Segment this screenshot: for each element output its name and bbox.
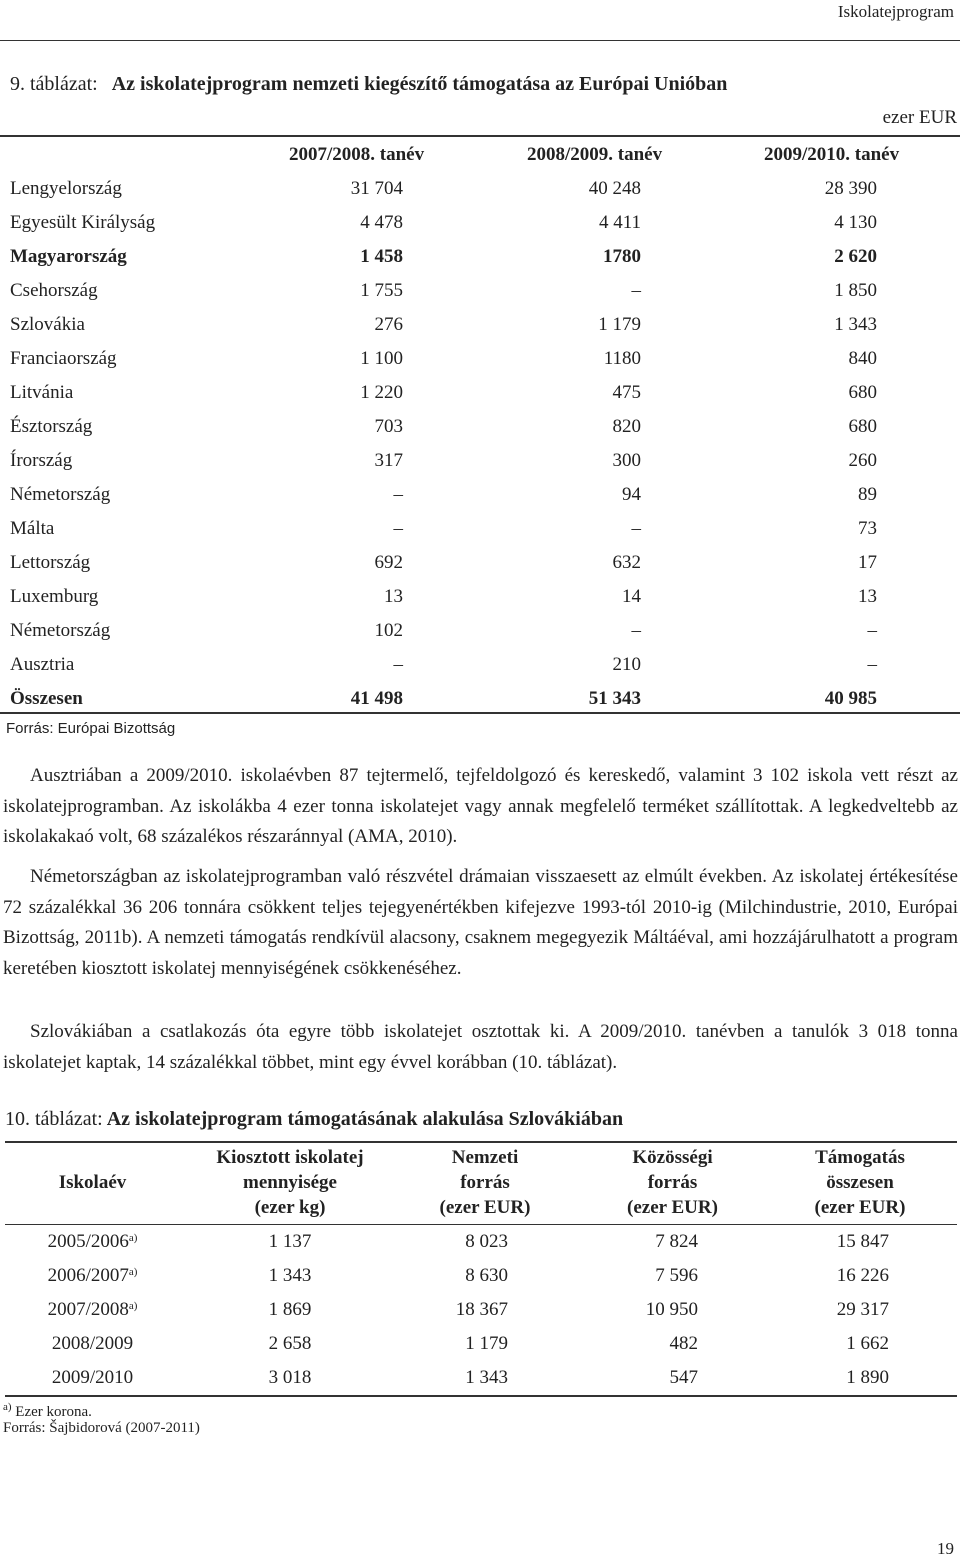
table9-unit: ezer EUR <box>882 107 957 128</box>
header-rule <box>0 40 960 41</box>
table9-cell-2008: 300 <box>612 450 641 471</box>
table10-row <box>0 1333 960 1363</box>
header-national-line3: (ezer EUR) <box>439 1197 531 1218</box>
table9-cell-2007: – <box>393 518 403 539</box>
table10-cell-qty: 1 869 <box>268 1299 312 1320</box>
table10-cell-community: 7 596 <box>655 1265 698 1286</box>
table9-cell-2008: – <box>631 280 641 301</box>
table9-title-text: Az iskolatejprogram nemzeti kiegészítő támogatása az Európai Unióban <box>111 73 728 95</box>
table10-bottom-rule <box>5 1395 957 1397</box>
table10-cell-year <box>20 1265 165 1287</box>
table9-cell-2007: – <box>393 484 403 505</box>
table9-cell-2007: 317 <box>374 450 403 471</box>
paragraph-slovakia-text: Szlovákiában a csatlakozás óta egyre több iskolatejet osztottak ki. A 2009/2010. tanévben a tanulók 3 018 tonna iskolatejet kaptak, 14 százalékkal többet, mint egy évvel korábban (10. táblázat). <box>3 1021 958 1073</box>
table9-cell-2009: 2 620 <box>834 246 877 267</box>
table9-cell-2008: 4 411 <box>598 212 641 233</box>
footnote-ref: a) <box>128 1300 138 1312</box>
table9-row <box>0 552 960 582</box>
table10-title <box>5 1108 623 1131</box>
table9-row <box>0 586 960 616</box>
table9-cell-2009: 40 985 <box>824 688 877 709</box>
table9-cell-2009: 1 343 <box>834 314 877 335</box>
year-text: 2006/2007 <box>47 1265 129 1286</box>
table9-cell-2008: 210 <box>612 654 641 675</box>
table9-cell-2009: 4 130 <box>834 212 877 233</box>
table10-header-rule <box>5 1224 957 1225</box>
table9-cell-2007: 703 <box>374 416 403 437</box>
table9-cell-country: Szlovákia <box>10 314 85 335</box>
table9-col-header-1: 2007/2008. tanév <box>289 144 425 165</box>
table9-cell-country: Franciaország <box>10 348 117 369</box>
header-national-line1: Nemzeti <box>451 1147 519 1168</box>
table10-cell-total: 29 317 <box>836 1299 889 1320</box>
table10-header-community <box>600 1145 745 1220</box>
table10-cell-community: 10 950 <box>645 1299 698 1320</box>
table9-row <box>0 450 960 480</box>
table9-number: 9. táblázat: <box>10 73 98 95</box>
table9-row <box>0 382 960 412</box>
year-text: 2005/2006 <box>47 1231 129 1252</box>
table9-cell-2007: 41 498 <box>350 688 403 709</box>
paragraph-germany-text: Németországban az iskolatejprogramban való részvétel drámaian visszaesett az elmúlt években. Az iskolatej értékesítése 72 százalékkal 36 206 tonnára csökkent teljes tejegyenértékben kifejezve 1993-tól 2010-ig (Milchindustrie, 2010, Európai Bizottság, 2011b). A nemzeti támogatás rendkívül alacsony, csaknem megegyezik Máltáéval, ami hozzájárulhatott a program keretében kiosztott iskolatej mennyiségének csökkenéséhez. <box>3 866 958 979</box>
table9-row <box>0 314 960 344</box>
table9-cell-2009: 260 <box>848 450 877 471</box>
table10-row <box>0 1367 960 1397</box>
table9-cell-2008: 40 248 <box>588 178 641 199</box>
table9-top-rule <box>0 135 960 137</box>
table10-cell-total: 15 847 <box>836 1231 889 1252</box>
paragraph-slovakia <box>3 1017 958 1078</box>
table9-cell-2007: 692 <box>374 552 403 573</box>
table9-cell-2008: 820 <box>612 416 641 437</box>
header-community-line2: forrás <box>647 1172 698 1193</box>
table9-cell-country: Magyarország <box>10 246 127 267</box>
table9-cell-2008: 632 <box>612 552 641 573</box>
table9-cell-2009: 1 850 <box>834 280 877 301</box>
table9-row <box>0 518 960 548</box>
table9-cell-2009: 28 390 <box>824 178 877 199</box>
table10-row <box>0 1299 960 1329</box>
header-qty-line2: mennyisége <box>243 1172 337 1193</box>
table10-cell-community: 482 <box>669 1333 698 1354</box>
paragraph-austria <box>3 761 958 853</box>
page-number: 19 <box>937 1539 954 1558</box>
table10-header-qty <box>195 1145 385 1220</box>
table10-header-year: Iskolaév <box>58 1172 127 1193</box>
table9-row <box>0 280 960 310</box>
header-national-line2: forrás <box>460 1172 510 1193</box>
table9-cell-2009: 73 <box>858 518 877 539</box>
header-total-line2: összesen <box>826 1172 894 1193</box>
table10-row <box>0 1265 960 1295</box>
table9-cell-country: Írország <box>10 450 73 471</box>
header-community-line1: Közösségi <box>632 1147 713 1168</box>
table9-cell-country: Luxemburg <box>10 586 99 607</box>
table9-cell-2009: 680 <box>848 382 877 403</box>
table9-cell-2009: 680 <box>848 416 877 437</box>
table9-row <box>0 654 960 684</box>
header-total-line1: Támogatás <box>815 1147 905 1168</box>
table9-cell-2009: 13 <box>858 586 877 607</box>
table9-cell-2008: 1780 <box>603 246 641 267</box>
table10-cell-year <box>20 1333 165 1355</box>
table9-cell-2009: 840 <box>848 348 877 369</box>
table10-source: Forrás: Šajbidorová (2007-2011) <box>3 1420 200 1436</box>
table10-cell-community: 547 <box>669 1367 698 1388</box>
table9-cell-2008: 1 179 <box>598 314 641 335</box>
table9-cell-2009: – <box>867 620 877 641</box>
table10-cell-qty: 1 137 <box>268 1231 312 1252</box>
paragraph-germany <box>3 862 958 984</box>
table10-title-text: Az iskolatejprogram támogatásának alakulása Szlovákiában <box>106 1108 624 1130</box>
table10-header-total <box>785 1145 935 1220</box>
table10-cell-total: 1 662 <box>846 1333 889 1354</box>
table10-number: 10. táblázat: <box>5 1108 103 1130</box>
table9-cell-country: Észtország <box>10 416 93 437</box>
table9-cell-2007: – <box>393 654 403 675</box>
table9-cell-2007: 31 704 <box>350 178 403 199</box>
table9-title <box>10 73 727 96</box>
table9-cell-2008: – <box>631 518 641 539</box>
table9-cell-country: Lettország <box>10 552 91 573</box>
footnote-text: Ezer korona. <box>15 1404 92 1420</box>
table10-cell-qty: 2 658 <box>268 1333 312 1354</box>
table10-cell-national: 8 630 <box>465 1265 508 1286</box>
table10-cell-qty: 1 343 <box>268 1265 312 1286</box>
header-qty-line3: (ezer kg) <box>254 1197 326 1218</box>
table9-cell-country: Összesen <box>10 688 83 709</box>
table9-cell-2008: 1180 <box>603 348 641 369</box>
table9-cell-2008: 94 <box>622 484 641 505</box>
table10-cell-national: 18 367 <box>455 1299 508 1320</box>
table9-row <box>0 178 960 208</box>
year-text: 2009/2010 <box>51 1367 134 1388</box>
header-total-line3: (ezer EUR) <box>814 1197 906 1218</box>
table9-cell-2008: 51 343 <box>588 688 641 709</box>
table9-cell-country: Málta <box>10 518 55 539</box>
table9-cell-2007: 1 755 <box>360 280 403 301</box>
table9-source: Forrás: Európai Bizottság <box>6 720 176 737</box>
table9-cell-2007: 1 220 <box>360 382 403 403</box>
table9-row <box>0 348 960 378</box>
table10-cell-qty: 3 018 <box>268 1367 312 1388</box>
table10-footnote <box>3 1401 92 1421</box>
table9-col-header-3: 2009/2010. tanév <box>764 144 900 165</box>
table9-cell-country: Németország <box>10 620 111 641</box>
running-header: Iskolatejprogram <box>837 2 954 21</box>
table10-cell-national: 1 179 <box>465 1333 508 1354</box>
table9-col-header-2: 2008/2009. tanév <box>527 144 663 165</box>
table10-row <box>0 1231 960 1261</box>
table9-cell-country: Ausztria <box>10 654 75 675</box>
footnote-ref: a) <box>128 1266 138 1278</box>
year-text: 2007/2008 <box>47 1299 129 1320</box>
table9-row <box>0 212 960 242</box>
table9-cell-country: Litvánia <box>10 382 74 403</box>
table9-cell-country: Egyesült Királyság <box>10 212 156 233</box>
table9-cell-2009: 17 <box>858 552 877 573</box>
table9-cell-2008: – <box>631 620 641 641</box>
table10-cell-national: 1 343 <box>465 1367 508 1388</box>
table9-row <box>0 246 960 276</box>
table10-cell-year <box>20 1367 165 1389</box>
table9-cell-2009: – <box>867 654 877 675</box>
table9-cell-2007: 4 478 <box>360 212 403 233</box>
table10-cell-community: 7 824 <box>655 1231 698 1252</box>
table9-row <box>0 416 960 446</box>
paragraph-austria-text: Ausztriában a 2009/2010. iskolaévben 87 tejtermelő, tejfeldolgozó és kereskedő, valamint 3 102 iskola vett részt az iskolatejprogramban. Az iskolákba 4 ezer tonna iskolatejet vagy annak megfelelő terméket szállítottak. A legkedveltebb az iskolakakaó volt, 68 százalékos részaránnyal (AMA, 2010). <box>3 765 958 848</box>
table10-cell-year <box>20 1231 165 1253</box>
table9-cell-2007: 102 <box>374 620 403 641</box>
table10-cell-year <box>20 1299 165 1321</box>
table10-cell-national: 8 023 <box>465 1231 508 1252</box>
table9-row <box>0 484 960 514</box>
header-qty-line1: Kiosztott iskolatej <box>216 1147 364 1168</box>
table9-cell-country: Lengyelország <box>10 178 122 199</box>
table9-cell-2008: 475 <box>612 382 641 403</box>
table10-header-national <box>410 1145 560 1220</box>
year-text: 2008/2009 <box>51 1333 134 1354</box>
table10-top-rule <box>5 1141 957 1143</box>
footnote-mark: a) <box>3 1401 12 1413</box>
table9-bottom-rule <box>0 712 960 714</box>
table10-cell-total: 16 226 <box>836 1265 889 1286</box>
table9-cell-2007: 1 100 <box>360 348 403 369</box>
table9-cell-2007: 13 <box>384 586 403 607</box>
table9-cell-country: Németország <box>10 484 111 505</box>
table9-cell-2009: 89 <box>858 484 877 505</box>
table10-cell-total: 1 890 <box>846 1367 889 1388</box>
footnote-ref: a) <box>128 1232 138 1244</box>
header-community-line3: (ezer EUR) <box>627 1197 718 1218</box>
table9-row <box>0 620 960 650</box>
table9-cell-2007: 276 <box>374 314 403 335</box>
table9-cell-2007: 1 458 <box>360 246 403 267</box>
table9-cell-2008: 14 <box>622 586 641 607</box>
table9-cell-country: Csehország <box>10 280 98 301</box>
